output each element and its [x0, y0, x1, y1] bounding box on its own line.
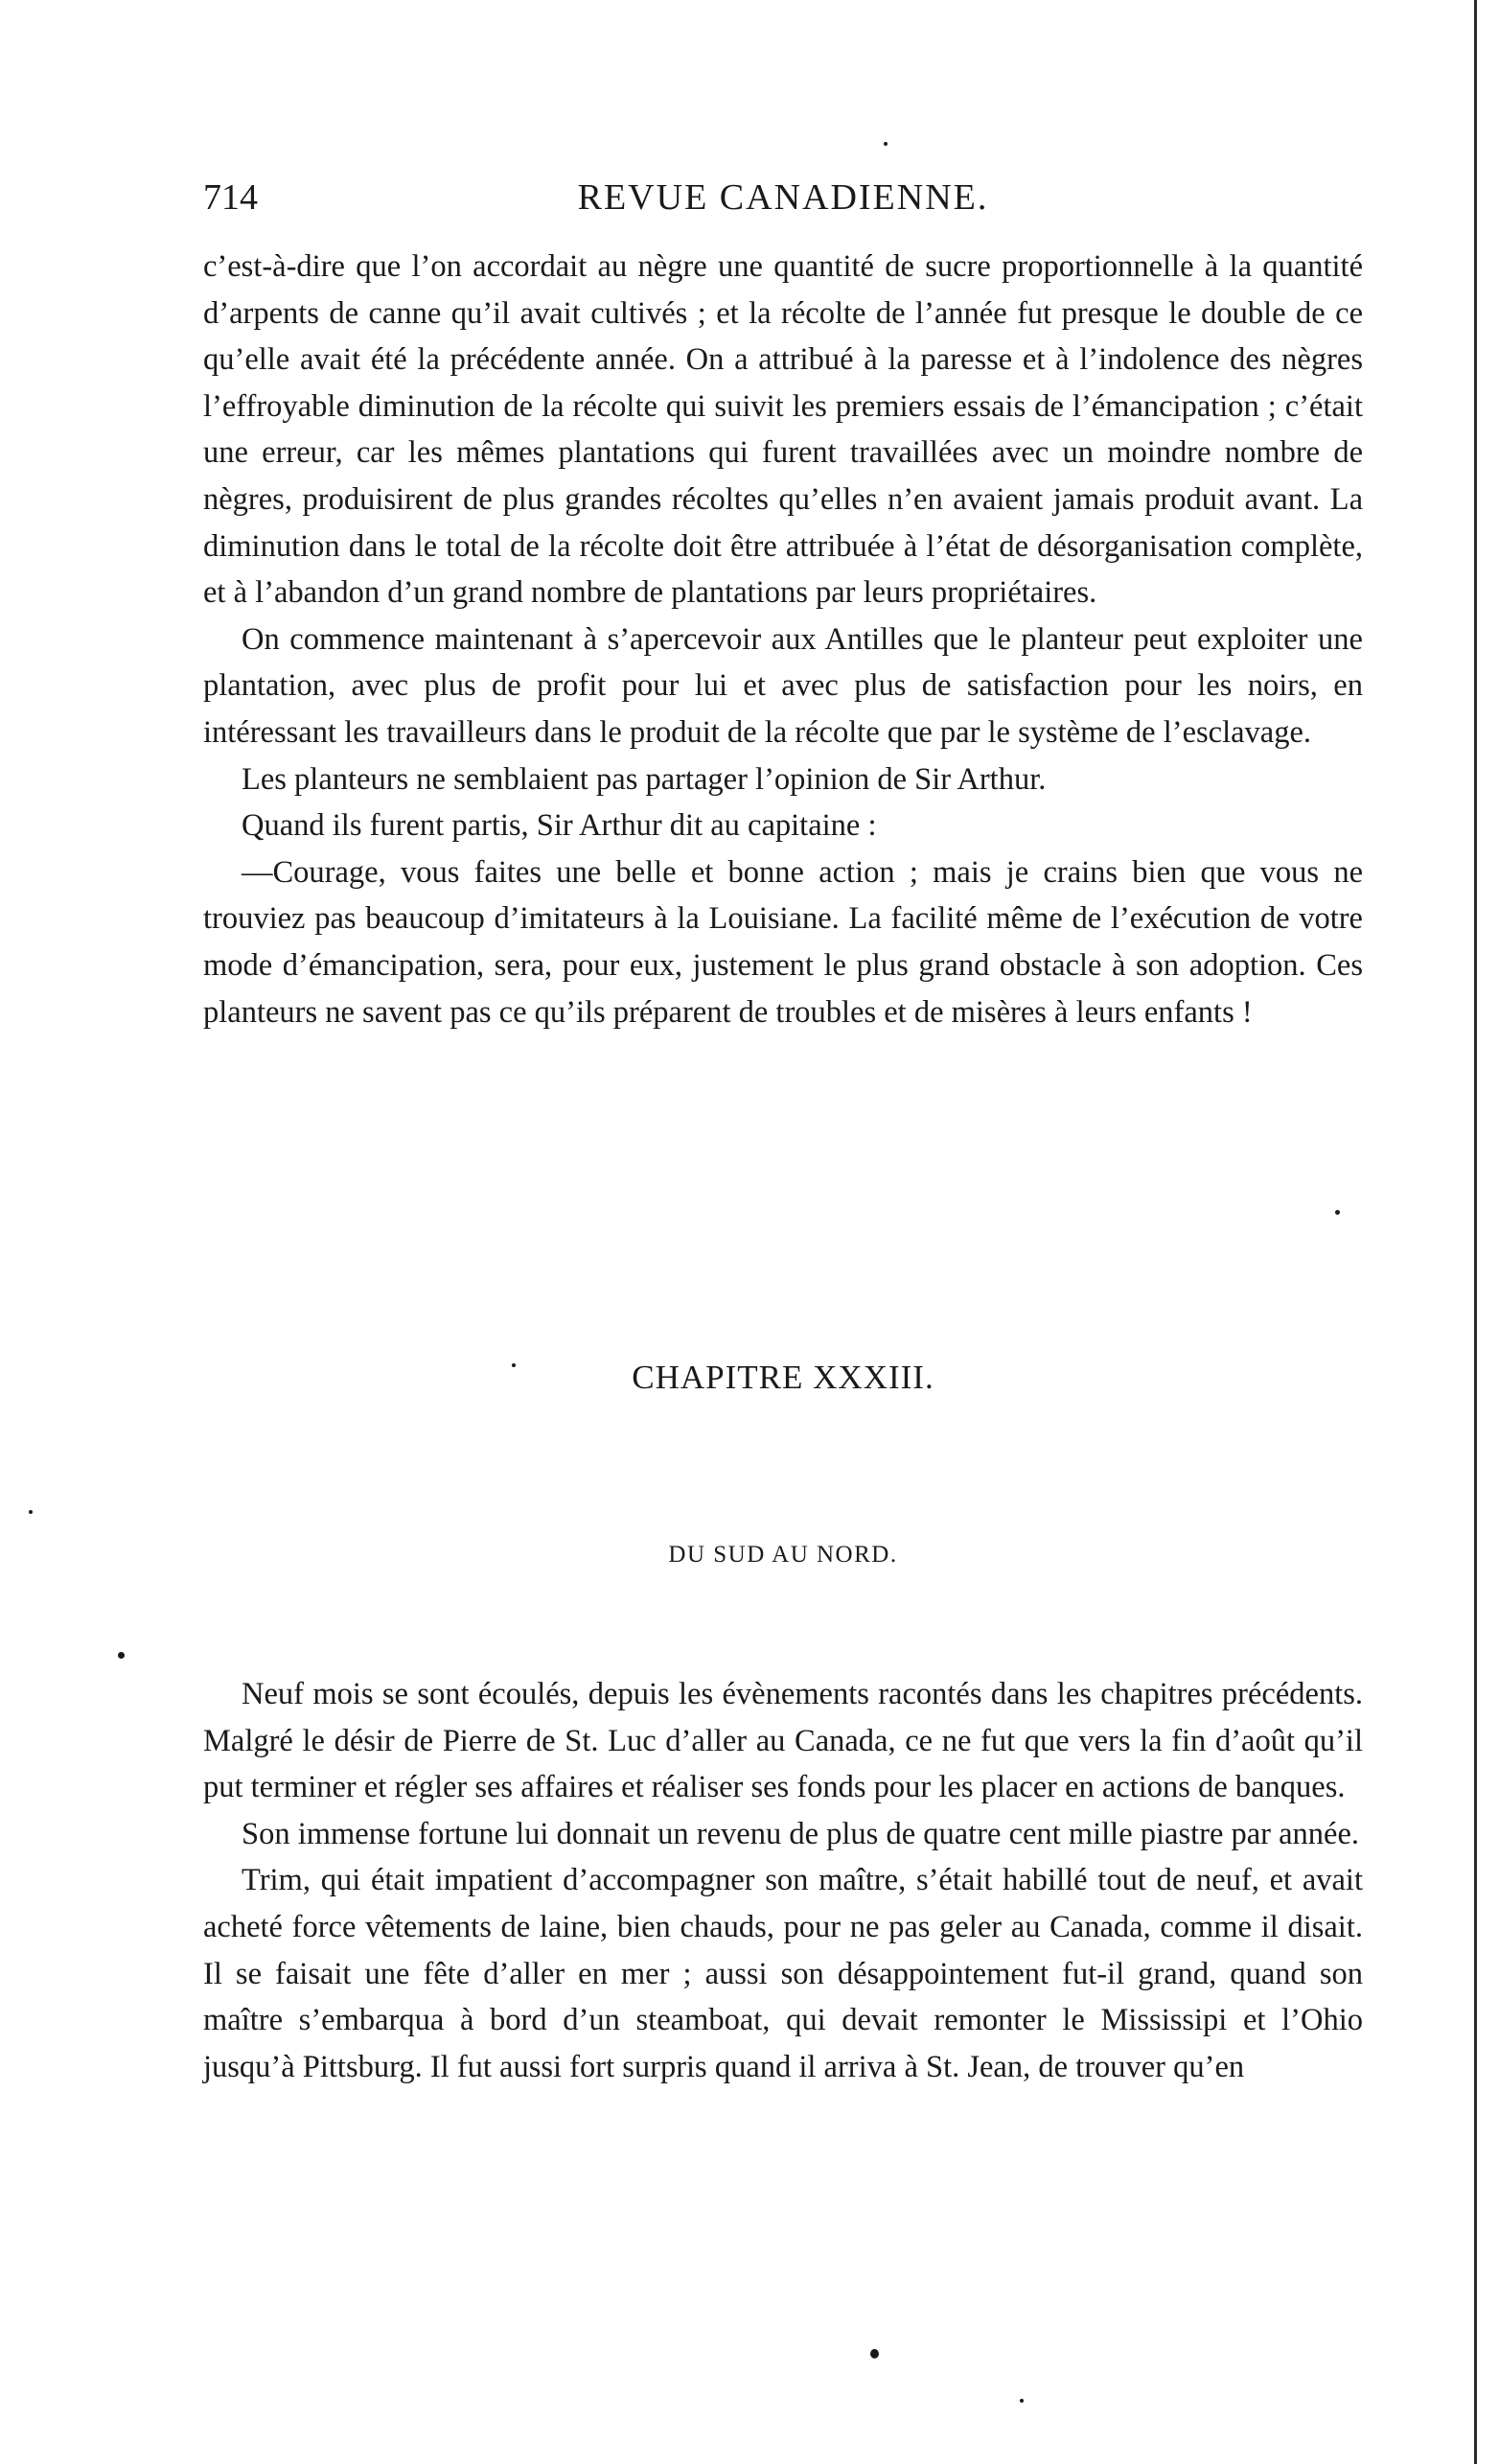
- journal-title: REVUE CANADIENNE.: [577, 177, 989, 218]
- paragraph: Les planteurs ne semblaient pas partager l’opinion de Sir Arthur.: [242, 761, 1047, 797]
- paragraph: Trim, qui était impatient d’accompagner son maître, s’était habillé tout de neuf, et avait acheté force vêtements de laine, bien chauds, pour ne pas geler au Canada, comme il disait. Il se faisait une fête d’aller en mer ; aussi son désappointement fut-il grand, quand son maître s’embarqua à bord d’un steamboat, qui devait remonter le Mississipi et l’Ohio jusqu’à Pittsburg. Il fut aussi fort surpris quand il arriva à St. Jean, de trouver qu’en: [203, 1863, 1363, 2084]
- chapter-subtitle: DU SUD AU NORD.: [668, 1542, 898, 1568]
- chapter-title: CHAPITRE XXXIII.: [632, 1359, 934, 1396]
- paragraph: On commence maintenant à s’apercevoir aux Antilles que le planteur peut exploiter une plantation, avec plus de profit pour lui et avec plus de satisfaction pour les noirs, en intéressant les travailleurs dans le produit de la récolte que par le système de l’esclavage.: [203, 621, 1363, 750]
- page-edge-line: [1474, 0, 1477, 2464]
- ink-speck: [1020, 2399, 1024, 2403]
- text-block-top: [203, 244, 1363, 1035]
- ink-speck: [1335, 1210, 1340, 1215]
- ink-speck: [512, 1363, 516, 1367]
- paragraph: —Courage, vous faites une belle et bonne action ; mais je crains bien que vous ne trouviez pas beaucoup d’imitateurs à la Louisiane. La facilité même de l’exécution de votre mode d’émancipation, sera, pour eux, justement le plus grand obstacle à son adoption. Ces planteurs ne savent pas ce qu’ils préparent de troubles et de misères à leurs enfants !: [203, 854, 1363, 1030]
- running-head: [203, 176, 1363, 224]
- paragraph: c’est-à-dire que l’on accordait au nègre une quantité de sucre proportionnelle à la quantité d’arpents de canne qu’il avait cultivés ; et la récolte de l’année fut presque le double de ce qu’elle avait été la précédente année. On a attribué à la paresse et à l’indolence des nègres l’effroyable diminution de la récolte qui suivit les premiers essais de l’émancipation ; c’était une erreur, car les mêmes plantations qui furent travaillées avec un moindre nombre de nègres, produisirent de plus grandes récoltes qu’elles n’en avaient jamais produit avant. La diminution dans le total de la récolte doit être attribuée à l’état de désorganisation complète, et à l’abandon d’un grand nombre de plantations par leurs propriétaires.: [203, 249, 1363, 611]
- paragraph: Son immense fortune lui donnait un revenu de plus de quatre cent mille piastre par année.: [242, 1816, 1360, 1851]
- ink-speck: [118, 1652, 125, 1659]
- text-block-bottom: [203, 1671, 1363, 2090]
- ink-speck: [870, 2349, 879, 2359]
- page-number: 714: [203, 177, 258, 218]
- paragraph: Quand ils furent partis, Sir Arthur dit au capitaine :: [242, 808, 877, 844]
- ink-speck: [29, 1510, 33, 1514]
- ink-speck: [884, 142, 888, 146]
- paragraph: Neuf mois se sont écoulés, depuis les évènements racontés dans les chapitres précédents. Malgré le désir de Pierre de St. Luc d’aller au Canada, ce ne fut que vers la fin d’août qu’il put terminer et régler ses affaires et réaliser ses fonds pour les placer en actions de banques.: [203, 1677, 1363, 1805]
